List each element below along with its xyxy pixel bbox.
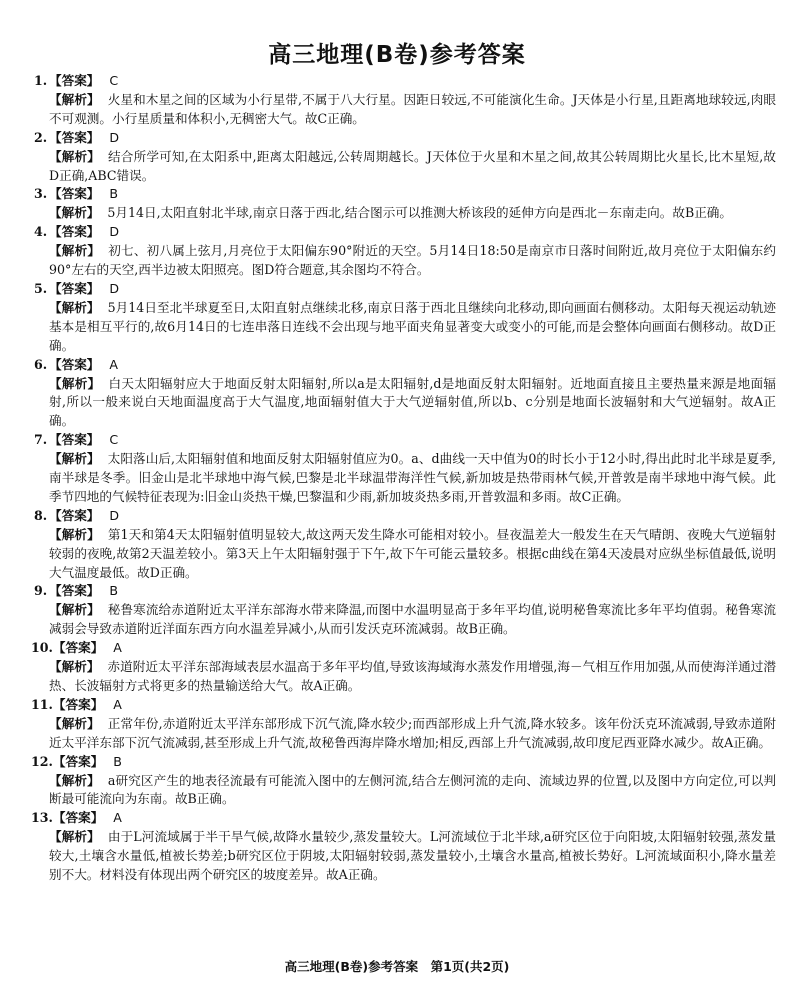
- explanation-label: 【解析】: [49, 829, 100, 845]
- answer-label: 【答案】: [49, 186, 100, 202]
- explanation-label: 【解析】: [49, 772, 100, 788]
- explanation-line: [34, 601, 776, 639]
- explanation-label: 【解析】: [49, 659, 100, 675]
- explanation-line: [34, 204, 776, 223]
- answer-value: B: [109, 583, 119, 599]
- explanation-label: 【解析】: [49, 526, 100, 542]
- explanation-text: 太阳落山后,太阳辐射值和地面反射太阳辐射值应为0。a、d曲线一天中值为0的时长小于12小时,得出此时北半球是夏季,南半球是冬季。旧金山是北半球地中海气候,巴黎是北半球温带海洋性气候,新加坡是热带雨林气候,开普敦是南半球地中海气候。此季节四地的气候特征表现为:旧金山炎热干燥,巴黎温和少雨,新加坡炎热多雨,开普敦温和多雨。故C正确。: [49, 451, 776, 504]
- explanation-text: 初七、初八属上弦月,月亮位于太阳偏东90°附近的天空。5月14日18:50是南京市日落时间附近,故月亮位于太阳偏东约90°左右的天空,西半边被太阳照亮。图D符合题意,其余图均不符合。: [49, 243, 776, 278]
- question-item: [34, 185, 776, 223]
- answer-label: 【答案】: [49, 432, 100, 448]
- page-title: 高三地理(B卷)参考答案: [268, 42, 526, 68]
- explanation-text: 正常年份,赤道附近太平洋东部形成下沉气流,降水较少;而西部形成上升气流,降水较多。该年份沃克环流减弱,导致赤道附近太平洋东部下沉气流减弱,甚至形成上升气流,故秘鲁西海岸降水增加;相反,西部上升气流减弱,故印度尼西亚降水减少。故A正确。: [49, 715, 776, 750]
- answer-label: 【答案】: [49, 224, 100, 240]
- explanation-label: 【解析】: [49, 148, 101, 164]
- explanation-line: [34, 828, 776, 885]
- explanation-label: 【解析】: [49, 91, 100, 107]
- explanation-label: 【解析】: [49, 715, 100, 731]
- explanation-text: 赤道附近太平洋东部海域表层水温高于多年平均值,导致该海域海水蒸发作用增强,海－气相互作用加强,从而使海洋通过潜热、长波辐射方式将更多的热量输送给大气。故A正确。: [49, 659, 776, 693]
- answer-value: D: [109, 224, 120, 240]
- explanation-text: 由于L河流域属于半干旱气候,故降水量较少,蒸发量较大。L河流域位于北半球,a研究区位于向阳坡,太阳辐射较强,蒸发量较大,土壤含水量低,植被长势差;b研究区位于阴坡,太阳辐射较弱,蒸发量较小,土壤含水量高,植被长势好。L河流域面积小,降水量差别不大。材料没有体现出两个研究区的坡度差异。故A正确。: [49, 829, 776, 883]
- explanation-label: 【解析】: [49, 243, 101, 259]
- answer-label: 【答案】: [52, 753, 104, 769]
- answer-line: [34, 280, 776, 299]
- answer-value: A: [113, 810, 122, 826]
- answer-line: [34, 129, 776, 148]
- answer-value: C: [109, 73, 119, 88]
- question-number: 9.: [34, 583, 48, 599]
- page-footer: 高三地理(B卷)参考答案 第1页(共2页): [284, 959, 510, 974]
- question-item: [34, 129, 776, 186]
- explanation-text: 5月14日,太阳直射北半球,南京日落于西北,结合图示可以推测大桥该段的延伸方向是西北－东南走向。故B正确。: [107, 205, 732, 221]
- question-item: [34, 223, 776, 280]
- answer-list: [31, 72, 777, 885]
- explanation-line: [34, 450, 776, 507]
- answer-value: A: [109, 356, 118, 372]
- question-number: 5.: [34, 280, 48, 296]
- explanation-text: 5月14日至北半球夏至日,太阳直射点继续北移,南京日落于西北且继续向北移动,即向画面右侧移动。太阳每天视运动轨迹基本是相互平行的,故6月14日的七连串落日连线不会出现与地平面夹角显著变大或变小的可能,而是会整体向画面右侧移动。故D正确。: [49, 299, 776, 353]
- explanation-text: 第1天和第4天太阳辐射值明显较大,故这两天发生降水可能相对较小。昼夜温差大一般发生在天气晴朗、夜晚大气逆辐射较弱的夜晚,故第2天温差较小。第3天上午太阳辐射强于下午,故下午可能云量较多。根据c曲线在第4天凌晨对应纵坐标值最低,说明大气温度最低。故D正确。: [49, 526, 777, 580]
- answer-line: [34, 72, 776, 91]
- question-number: 2.: [34, 129, 48, 145]
- explanation-text: 火星和木星之间的区域为小行星带,不属于八大行星。因距日较远,不可能演化生命。J天体是小行星,且距离地球较远,肉眼不可观测。小行星质量和体积小,无稠密大气。故C正确。: [49, 91, 777, 126]
- question-number: 13.: [31, 810, 53, 826]
- explanation-text: 秘鲁寒流给赤道附近太平洋东部海水带来降温,而图中水温明显高于多年平均值,说明秘鲁寒流比多年平均值弱。秘鲁寒流减弱会导致赤道附近洋面东西方向水温差异减小,从而引发沃克环流减弱。故B正确。: [49, 602, 776, 637]
- question-item: [34, 72, 776, 129]
- answer-line: [34, 431, 776, 450]
- explanation-label: 【解析】: [49, 205, 100, 221]
- explanation-label: 【解析】: [49, 375, 101, 391]
- question-item: [34, 507, 776, 583]
- answer-label: 【答案】: [49, 129, 100, 145]
- answer-line: [31, 696, 776, 715]
- answer-label: 【答案】: [49, 507, 100, 523]
- explanation-line: [34, 299, 776, 356]
- explanation-line: [34, 242, 776, 280]
- explanation-label: 【解析】: [49, 451, 100, 467]
- explanation-line: [34, 526, 776, 583]
- answer-label: 【答案】: [49, 356, 100, 372]
- answer-value: D: [109, 507, 120, 523]
- explanation-label: 【解析】: [49, 299, 100, 315]
- answer-value: A: [113, 640, 122, 656]
- question-item: [31, 809, 776, 885]
- question-item: [34, 582, 776, 639]
- answer-value: B: [109, 186, 119, 202]
- answer-label: 【答案】: [52, 640, 104, 656]
- answer-label: 【答案】: [49, 73, 100, 88]
- explanation-text: 结合所学可知,在太阳系中,距离太阳越远,公转周期越长。J天体位于火星和木星之间,故其公转周期比火星长,比木星短,故D正确,ABC错误。: [49, 148, 777, 183]
- answer-value: D: [109, 280, 120, 296]
- explanation-text: 白天太阳辐射应大于地面反射太阳辐射,所以a是太阳辐射,d是地面反射太阳辐射。近地面直接且主要热量来源是地面辐射,所以一般来说白天地面温度高于大气温度,地面辐射值大于大气逆辐射值,所以b、c分别是地面长波辐射和大气逆辐射。故A正确。: [49, 375, 777, 429]
- question-number: 7.: [34, 432, 48, 448]
- answer-line: [34, 507, 776, 526]
- explanation-line: [34, 148, 776, 186]
- question-number: 6.: [34, 356, 48, 372]
- explanation-label: 【解析】: [49, 602, 100, 618]
- question-number: 12.: [31, 753, 53, 769]
- answer-label: 【答案】: [52, 696, 104, 712]
- question-item: [34, 280, 776, 356]
- question-number: 4.: [34, 224, 48, 240]
- explanation-line: [34, 715, 776, 753]
- question-item: [34, 356, 776, 432]
- question-item: [31, 753, 777, 810]
- question-item: [31, 696, 776, 753]
- answer-line: [34, 223, 776, 242]
- answer-line: [31, 753, 776, 772]
- question-number: 11.: [31, 696, 53, 712]
- answer-line: [31, 639, 776, 658]
- question-item: [31, 639, 776, 696]
- question-item: [34, 431, 776, 507]
- answer-label: 【答案】: [52, 810, 104, 826]
- answer-line: [34, 582, 776, 601]
- explanation-text: a研究区产生的地表径流最有可能流入图中的左侧河流,结合左侧河流的走向、流域边界的位置,以及图中方向定位,可以判断最可能流向为东南。故B正确。: [49, 772, 777, 807]
- answer-value: A: [113, 696, 122, 712]
- answer-line: [34, 185, 776, 204]
- answer-label: 【答案】: [49, 280, 100, 296]
- question-number: 3.: [34, 186, 48, 202]
- question-number: 1.: [34, 73, 48, 88]
- explanation-line: [34, 91, 776, 129]
- explanation-line: [34, 375, 776, 432]
- explanation-line: [34, 658, 776, 696]
- answer-value: C: [109, 432, 119, 448]
- answer-label: 【答案】: [49, 583, 100, 599]
- answer-line: [31, 809, 776, 828]
- explanation-line: [34, 772, 776, 810]
- question-number: 8.: [34, 507, 48, 523]
- answer-value: B: [113, 753, 122, 769]
- question-number: 10.: [31, 640, 53, 656]
- answer-value: D: [109, 129, 120, 145]
- answer-line: [34, 356, 776, 375]
